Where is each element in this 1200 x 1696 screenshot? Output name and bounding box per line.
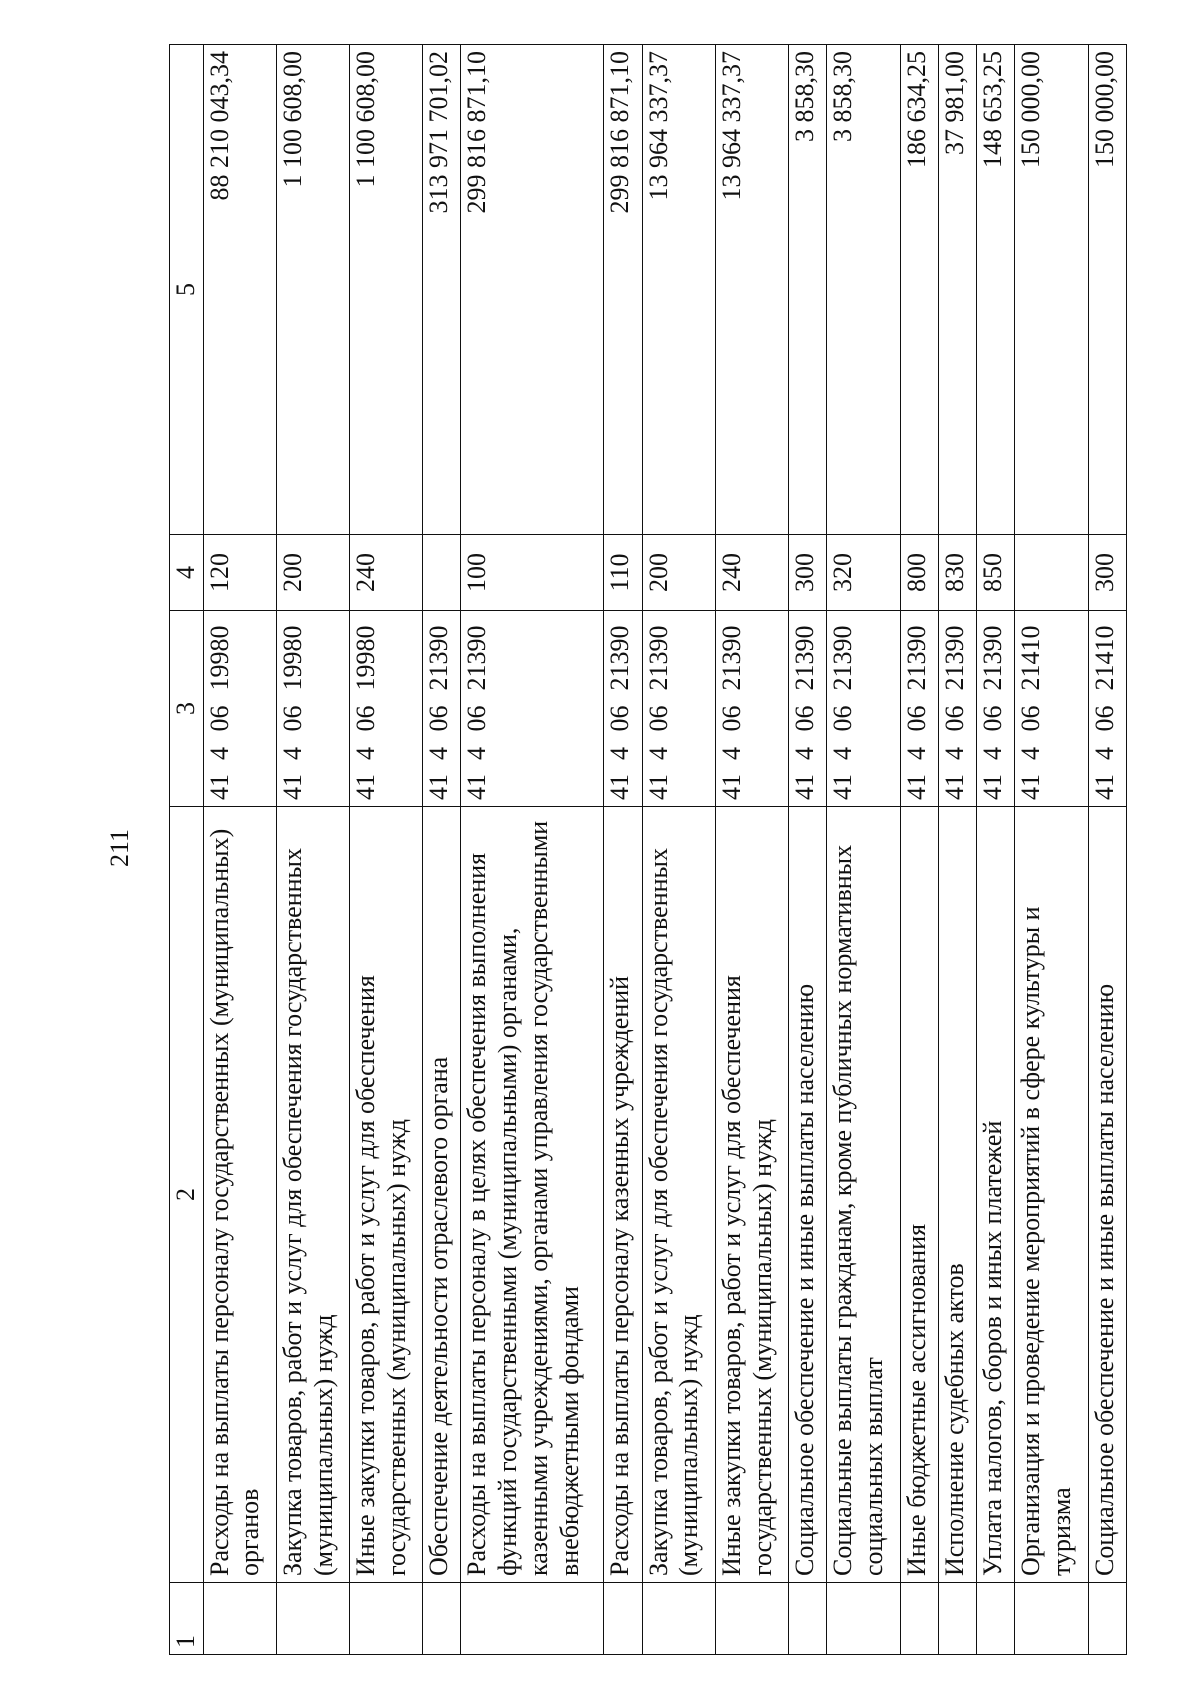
amount-cell: 37 981,00 [938, 45, 976, 535]
code-direction-cell: 19980 [203, 611, 276, 697]
code-direction-cell: 21410 [1015, 611, 1088, 697]
code-main-event-cell: 06 [276, 697, 349, 741]
expense-name-cell: Социальные выплаты гражданам, кроме публичных нормативных социальных выплат [827, 807, 900, 1583]
code-direction-cell: 21390 [789, 611, 827, 697]
expense-name-cell: Социальное обеспечение и иные выплаты населению [1088, 807, 1126, 1583]
code-main-event-cell: 06 [203, 697, 276, 741]
code-subprogram-cell: 4 [900, 741, 938, 767]
row-number-cell [276, 1583, 349, 1655]
table-row [276, 45, 349, 1655]
expense-type-cell: 200 [276, 535, 349, 611]
expense-type-cell: 200 [642, 535, 715, 611]
table-body [203, 45, 1126, 1655]
code-direction-cell: 21410 [1088, 611, 1126, 697]
expense-name-cell: Иные бюджетные ассигнования [900, 807, 938, 1583]
code-direction-cell: 21390 [938, 611, 976, 697]
header-col-2: 2 [170, 807, 204, 1583]
code-direction-cell: 21390 [900, 611, 938, 697]
header-col-4: 4 [170, 535, 204, 611]
amount-cell: 13 964 337,37 [715, 45, 788, 535]
amount-cell: 186 634,25 [900, 45, 938, 535]
row-number-cell [423, 1583, 461, 1655]
expense-type-cell: 300 [1088, 535, 1126, 611]
expense-type-cell: 100 [461, 535, 604, 611]
expense-type-cell: 850 [977, 535, 1015, 611]
code-direction-cell: 21390 [461, 611, 604, 697]
expense-type-cell [1015, 535, 1088, 611]
expense-name-cell: Социальное обеспечение и иные выплаты населению [789, 807, 827, 1583]
code-main-event-cell: 06 [350, 697, 423, 741]
code-program-cell: 41 [423, 767, 461, 807]
budget-table [169, 44, 1127, 1655]
code-subprogram-cell: 4 [461, 741, 604, 767]
code-program-cell: 41 [276, 767, 349, 807]
code-direction-cell: 19980 [276, 611, 349, 697]
code-subprogram-cell: 4 [350, 741, 423, 767]
code-program-cell: 41 [715, 767, 788, 807]
table-row [789, 45, 827, 1655]
amount-cell: 3 858,30 [827, 45, 900, 535]
table-row [715, 45, 788, 1655]
code-direction-cell: 21390 [604, 611, 642, 697]
code-direction-cell: 19980 [350, 611, 423, 697]
row-number-cell [1015, 1583, 1088, 1655]
amount-cell: 88 210 043,34 [203, 45, 276, 535]
code-main-event-cell: 06 [827, 697, 900, 741]
code-main-event-cell: 06 [938, 697, 976, 741]
code-program-cell: 41 [203, 767, 276, 807]
code-direction-cell: 21390 [642, 611, 715, 697]
table-row [977, 45, 1015, 1655]
table-row [461, 45, 604, 1655]
code-main-event-cell: 06 [1015, 697, 1088, 741]
header-col-1: 1 [170, 1583, 204, 1655]
expense-type-cell: 830 [938, 535, 976, 611]
code-program-cell: 41 [642, 767, 715, 807]
expense-type-cell: 240 [350, 535, 423, 611]
row-number-cell [1088, 1583, 1126, 1655]
expense-name-cell: Расходы на выплаты персоналу государственных (муниципальных) органов [203, 807, 276, 1583]
code-program-cell: 41 [350, 767, 423, 807]
row-number-cell [977, 1583, 1015, 1655]
code-main-event-cell: 06 [461, 697, 604, 741]
header-row [170, 45, 204, 1655]
row-number-cell [642, 1583, 715, 1655]
amount-cell: 313 971 701,02 [423, 45, 461, 535]
code-program-cell: 41 [1015, 767, 1088, 807]
expense-type-cell: 300 [789, 535, 827, 611]
row-number-cell [715, 1583, 788, 1655]
amount-cell: 13 964 337,37 [642, 45, 715, 535]
code-subprogram-cell: 4 [715, 741, 788, 767]
code-direction-cell: 21390 [827, 611, 900, 697]
expense-type-cell: 110 [604, 535, 642, 611]
code-main-event-cell: 06 [1088, 697, 1126, 741]
code-program-cell: 41 [604, 767, 642, 807]
table-row [423, 45, 461, 1655]
expense-name-cell: Закупка товаров, работ и услуг для обеспечения государственных (муниципальных) нужд [642, 807, 715, 1583]
code-program-cell: 41 [789, 767, 827, 807]
table-row [642, 45, 715, 1655]
code-main-event-cell: 06 [900, 697, 938, 741]
row-number-cell [461, 1583, 604, 1655]
code-main-event-cell: 06 [642, 697, 715, 741]
expense-name-cell: Иные закупки товаров, работ и услуг для обеспечения государственных (муниципальных) нужд [350, 807, 423, 1583]
code-subprogram-cell: 4 [604, 741, 642, 767]
table-row [604, 45, 642, 1655]
budget-table-container [169, 45, 1127, 1655]
code-main-event-cell: 06 [715, 697, 788, 741]
expense-name-cell: Уплата налогов, сборов и иных платежей [977, 807, 1015, 1583]
expense-name-cell: Исполнение судебных актов [938, 807, 976, 1583]
row-number-cell [604, 1583, 642, 1655]
code-subprogram-cell: 4 [789, 741, 827, 767]
page-number: 211 [105, 828, 134, 868]
header-col-5: 5 [170, 45, 204, 535]
row-number-cell [938, 1583, 976, 1655]
expense-name-cell: Организация и проведение мероприятий в сфере культуры и туризма [1015, 807, 1088, 1583]
table-row [1015, 45, 1088, 1655]
code-subprogram-cell: 4 [827, 741, 900, 767]
amount-cell: 1 100 608,00 [276, 45, 349, 535]
expense-name-cell: Расходы на выплаты персоналу казенных учреждений [604, 807, 642, 1583]
header-col-3: 3 [170, 611, 204, 807]
expense-type-cell: 800 [900, 535, 938, 611]
code-direction-cell: 21390 [715, 611, 788, 697]
code-subprogram-cell: 4 [276, 741, 349, 767]
code-program-cell: 41 [938, 767, 976, 807]
expense-type-cell [423, 535, 461, 611]
code-main-event-cell: 06 [604, 697, 642, 741]
code-subprogram-cell: 4 [423, 741, 461, 767]
table-row [350, 45, 423, 1655]
amount-cell: 1 100 608,00 [350, 45, 423, 535]
amount-cell: 299 816 871,10 [604, 45, 642, 535]
expense-type-cell: 240 [715, 535, 788, 611]
code-program-cell: 41 [827, 767, 900, 807]
code-program-cell: 41 [900, 767, 938, 807]
code-subprogram-cell: 4 [203, 741, 276, 767]
code-main-event-cell: 06 [789, 697, 827, 741]
amount-cell: 150 000,00 [1088, 45, 1126, 535]
code-subprogram-cell: 4 [977, 741, 1015, 767]
expense-name-cell: Иные закупки товаров, работ и услуг для обеспечения государственных (муниципальных) нужд [715, 807, 788, 1583]
code-program-cell: 41 [1088, 767, 1126, 807]
table-row [938, 45, 976, 1655]
row-number-cell [350, 1583, 423, 1655]
code-main-event-cell: 06 [423, 697, 461, 741]
table-row [1088, 45, 1126, 1655]
row-number-cell [827, 1583, 900, 1655]
amount-cell: 3 858,30 [789, 45, 827, 535]
code-direction-cell: 21390 [423, 611, 461, 697]
expense-name-cell: Расходы на выплаты персоналу в целях обеспечения выполнения функций государственными (муниципальными) органами, казенными учреждениями, органами управления государственными внебюджетными фондами [461, 807, 604, 1583]
table-row [900, 45, 938, 1655]
table-row [203, 45, 276, 1655]
row-number-cell [789, 1583, 827, 1655]
amount-cell: 150 000,00 [1015, 45, 1088, 535]
code-subprogram-cell: 4 [642, 741, 715, 767]
row-number-cell [900, 1583, 938, 1655]
amount-cell: 148 653,25 [977, 45, 1015, 535]
table-row [827, 45, 900, 1655]
amount-cell: 299 816 871,10 [461, 45, 604, 535]
code-program-cell: 41 [461, 767, 604, 807]
row-number-cell [203, 1583, 276, 1655]
code-subprogram-cell: 4 [1015, 741, 1088, 767]
code-program-cell: 41 [977, 767, 1015, 807]
expense-name-cell: Закупка товаров, работ и услуг для обеспечения государственных (муниципальных) нужд [276, 807, 349, 1583]
expense-type-cell: 320 [827, 535, 900, 611]
code-main-event-cell: 06 [977, 697, 1015, 741]
code-direction-cell: 21390 [977, 611, 1015, 697]
expense-type-cell: 120 [203, 535, 276, 611]
code-subprogram-cell: 4 [1088, 741, 1126, 767]
code-subprogram-cell: 4 [938, 741, 976, 767]
expense-name-cell: Обеспечение деятельности отраслевого органа [423, 807, 461, 1583]
